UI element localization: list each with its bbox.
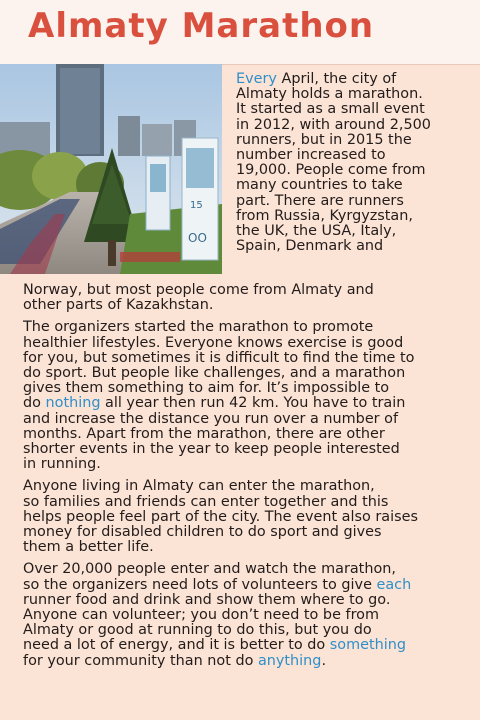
- text-line: other parts of Kazakhstan.: [23, 297, 214, 314]
- text-line: Anyone living in Almaty can enter the marathon,: [23, 478, 375, 495]
- text-line: Over 20,000 people enter and watch the marathon,: [23, 561, 396, 578]
- text-line: Almaty or good at running to do this, but you do: [23, 622, 372, 639]
- page-title: Almaty Marathon: [28, 6, 375, 46]
- text-line: many countries to take: [236, 177, 403, 194]
- text-line: helps people feel part of the city. The event also raises: [23, 508, 418, 525]
- text-line: It started as a small event: [236, 101, 425, 118]
- highlight-word: each: [376, 576, 412, 593]
- text-line: part. There are runners: [236, 192, 404, 209]
- text-line: healthier lifestyles. Everyone knows exercise is good: [23, 334, 404, 351]
- text-line: do sport. But people like challenges, and a marathon: [23, 365, 406, 382]
- text-line: them a better life.: [23, 539, 154, 556]
- text-line: so families and friends can enter together and this: [23, 493, 389, 510]
- highlight-word: something: [329, 637, 406, 654]
- text-line: number increased to: [236, 147, 386, 164]
- text-line: in 2012, with around 2,500: [236, 116, 431, 133]
- banner-rings: OO: [188, 231, 207, 245]
- text-line: money for disabled children to do sport and gives: [23, 524, 382, 541]
- text-line: in running.: [23, 456, 101, 473]
- text-line: from Russia, Kyrgyzstan,: [236, 207, 413, 224]
- text-line: for your community than not do anything.: [23, 652, 327, 669]
- text-line: Almaty holds a marathon.: [236, 86, 423, 103]
- text-line: the UK, the USA, Italy,: [236, 223, 397, 240]
- text-line: runners, but in 2015 the: [236, 131, 412, 148]
- text-line: The organizers started the marathon to promote: [23, 319, 374, 336]
- banner-number: 15: [190, 200, 203, 211]
- intro-column: [236, 72, 472, 254]
- photo-illustration: [0, 64, 222, 274]
- text-line: and increase the distance you run over a number of: [23, 410, 399, 427]
- paragraph-3: [23, 479, 473, 555]
- text-line: Spain, Denmark and: [236, 238, 384, 255]
- text-line: Norway, but most people come from Almaty and: [23, 282, 374, 298]
- paragraph-2: [23, 320, 473, 472]
- text-line: Anyone can volunteer; you don’t need to be from: [23, 607, 379, 624]
- text-line: months. Apart from the marathon, there are other: [23, 425, 385, 442]
- highlight-word: Every: [236, 71, 277, 87]
- text-line: gives them something to aim for. It’s impossible to: [23, 380, 390, 397]
- highlight-word: anything: [257, 652, 322, 669]
- highlight-word: nothing: [45, 395, 101, 412]
- article-body: [23, 283, 473, 676]
- text-line: Every April, the city of: [236, 71, 397, 87]
- text-line: need a lot of energy, and it is better to do something: [23, 637, 406, 654]
- text-line: do nothing all year then run 42 km. You have to train: [23, 395, 406, 412]
- text-line: for you, but sometimes it is difficult to find the time to: [23, 349, 415, 366]
- text-line: so the organizers need lots of volunteers to give each: [23, 576, 412, 593]
- text-line: shorter events in the year to keep people interested: [23, 441, 400, 458]
- text-line: runner food and drink and show them where to go.: [23, 591, 391, 608]
- text-line: 19,000. People come from: [236, 162, 426, 179]
- paragraph-4: [23, 562, 473, 668]
- paragraph-1-end: [23, 283, 473, 313]
- marathon-photo: [0, 64, 222, 274]
- title-bar: [0, 0, 480, 65]
